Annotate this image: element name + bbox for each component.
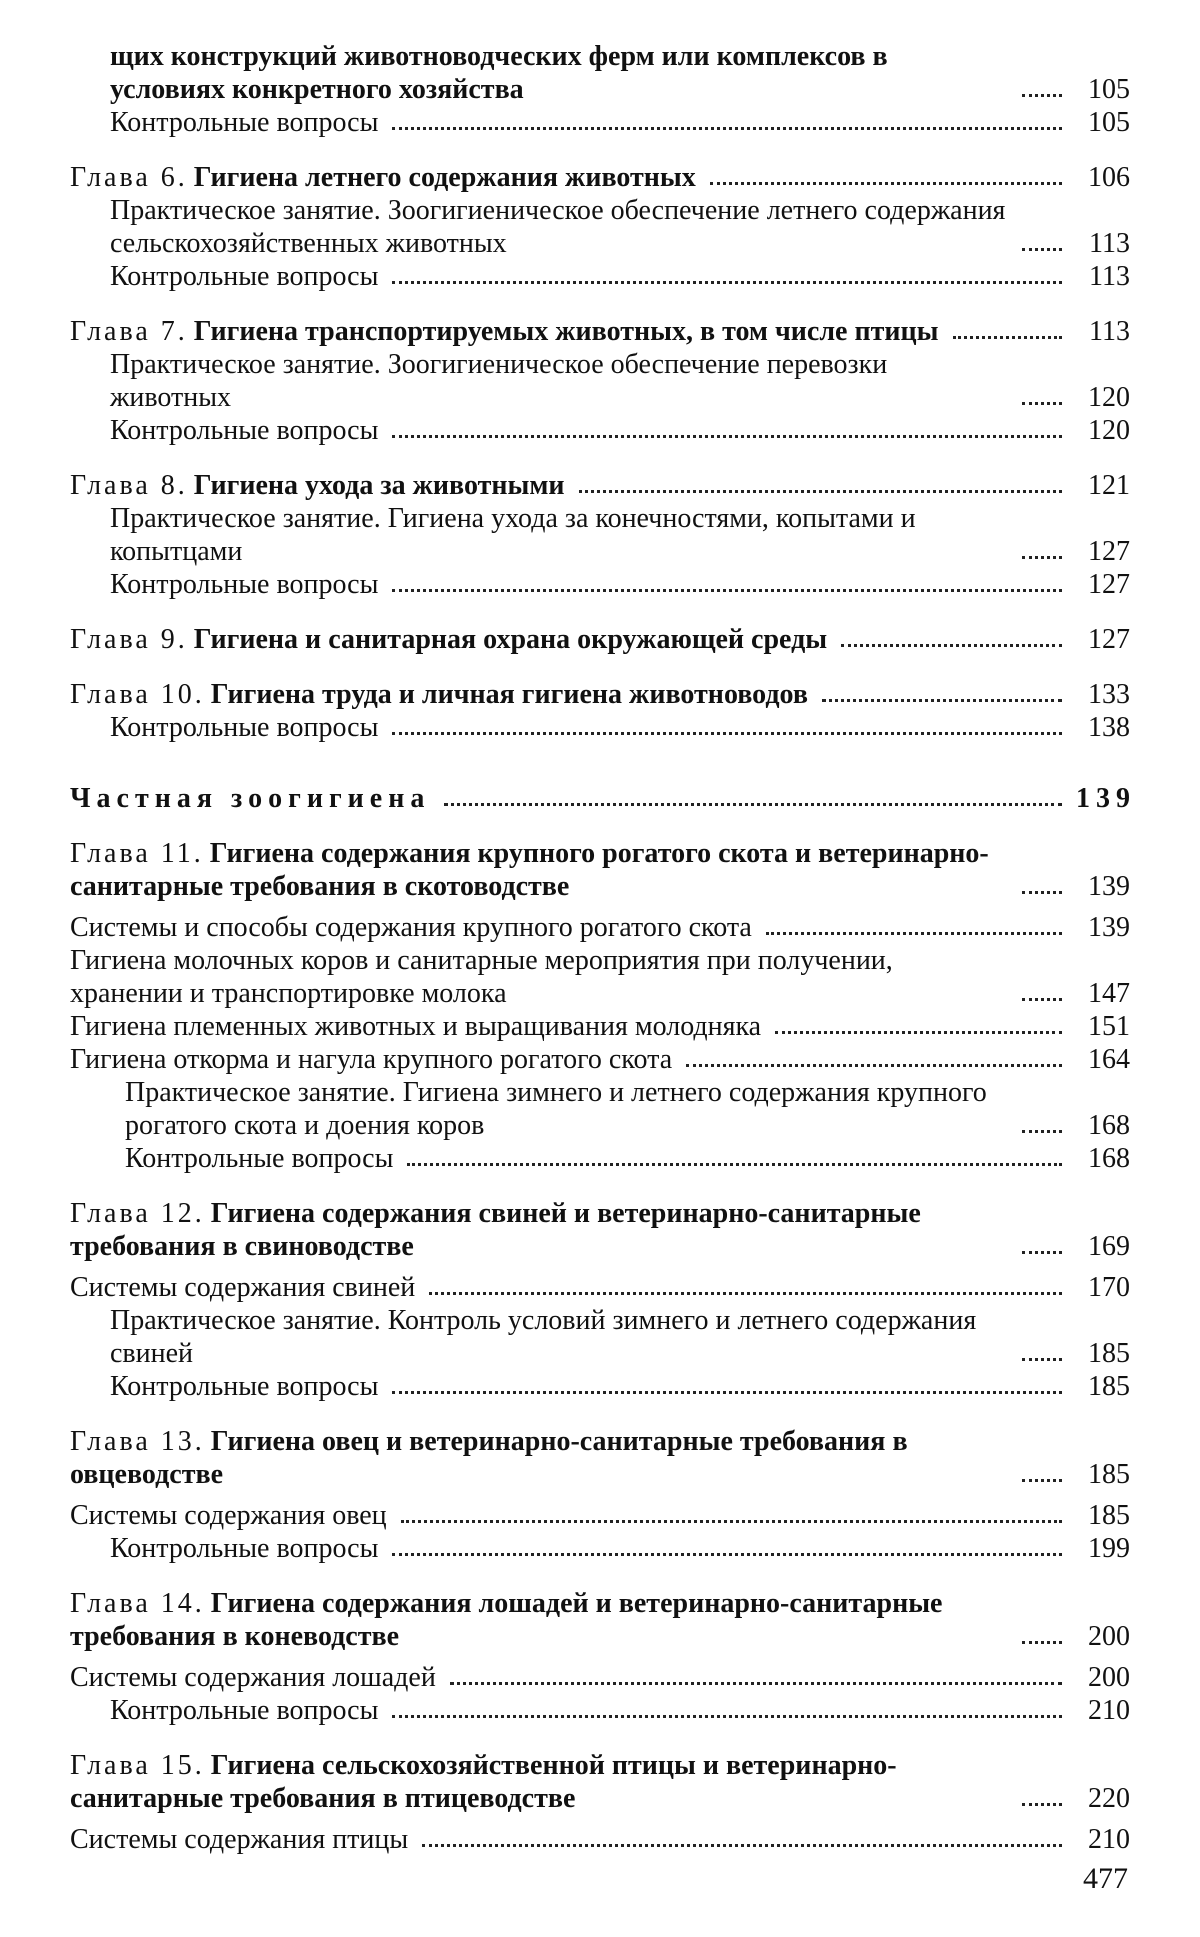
toc-page-number: 105 (1088, 107, 1130, 138)
toc-entry-title: Системы содержания свиней (70, 1272, 416, 1303)
dot-leader (407, 1163, 1062, 1166)
dot-leader (450, 1682, 1062, 1685)
toc-chapter (70, 1197, 1130, 1263)
toc-page-number: 133 (1088, 679, 1130, 710)
dot-leader (579, 490, 1062, 493)
dot-leader (392, 281, 1062, 284)
toc-page-number: 113 (1089, 228, 1130, 259)
toc-entry-title (70, 161, 696, 194)
toc-entry (70, 414, 1130, 447)
toc-page-number: 139 (1088, 871, 1130, 902)
dot-leader (392, 435, 1062, 438)
toc-page-number: 185 (1088, 1338, 1130, 1369)
toc-page-number: 210 (1088, 1824, 1130, 1855)
toc-chapter (70, 1425, 1130, 1491)
toc-entry-title: Системы содержания птицы (70, 1824, 409, 1855)
toc-page-number: 199 (1088, 1533, 1130, 1564)
toc-entry-title: Практическое занятие. Гигиена зимнего и летнего содержания крупного рогатого скота и доения коров (125, 1077, 987, 1141)
toc-entry (70, 1532, 1130, 1565)
toc-page-number: 120 (1088, 415, 1130, 446)
toc-chapter (70, 1587, 1130, 1653)
dot-leader (841, 644, 1062, 647)
toc-entry (70, 1661, 1130, 1694)
toc-page-number: 151 (1088, 1011, 1130, 1042)
toc-entry-title: Практическое занятие. Зоогигиеническое обеспечение летнего содержания сельскохозяйственных животных (110, 195, 1006, 259)
dot-leader (953, 336, 1063, 339)
dot-leader (1022, 891, 1062, 894)
toc-entry (70, 911, 1130, 944)
toc-page-number: 185 (1088, 1371, 1130, 1402)
toc-part-heading (70, 782, 1136, 815)
toc-chapter (70, 161, 1130, 194)
dot-leader (1022, 1251, 1062, 1254)
toc-entry-title (70, 1425, 1008, 1491)
toc-entry (70, 194, 1130, 260)
toc-entry (70, 1499, 1130, 1532)
dot-leader (1022, 248, 1062, 251)
toc-entry (70, 568, 1130, 601)
toc-entry-title: Контрольные вопросы (110, 569, 379, 600)
toc-entry-title (70, 469, 565, 502)
dot-leader (775, 1031, 1062, 1034)
toc-entry-title (70, 837, 1008, 903)
dot-leader (401, 1520, 1062, 1523)
chapter-label: Глава 14. (70, 1588, 205, 1619)
toc-entry (70, 40, 1130, 106)
toc-page-number: 139 (1088, 912, 1130, 943)
chapter-title: Гигиена труда и личная гигиена животноводов (210, 679, 808, 710)
toc-entry (70, 1823, 1130, 1856)
toc-chapter (70, 469, 1130, 502)
toc-page-number: 185 (1088, 1500, 1130, 1531)
toc-entry-title (70, 315, 939, 348)
toc-entry (70, 502, 1130, 568)
dot-leader (1022, 94, 1062, 97)
dot-leader (392, 127, 1062, 130)
toc-chapter (70, 623, 1130, 656)
dot-leader (422, 1844, 1062, 1847)
dot-leader (822, 699, 1062, 702)
dot-leader (429, 1292, 1062, 1295)
toc-chapter (70, 837, 1130, 903)
toc-page-number: 170 (1088, 1272, 1130, 1303)
toc-entry-title: Контрольные вопросы (110, 415, 379, 446)
toc-entry (70, 1010, 1130, 1043)
chapter-title: Гигиена летнего содержания животных (193, 162, 696, 193)
toc-entry-title: Контрольные вопросы (125, 1143, 394, 1174)
toc-entry (70, 260, 1130, 293)
table-of-contents (70, 40, 1136, 1856)
dot-leader (710, 182, 1062, 185)
chapter-label: Глава 9. (70, 624, 188, 655)
toc-entry (70, 1304, 1130, 1370)
dot-leader (1022, 1358, 1062, 1361)
toc-entry-title: Контрольные вопросы (110, 261, 379, 292)
toc-entry-title (70, 1197, 1008, 1263)
toc-page-number: 185 (1088, 1459, 1130, 1490)
toc-entry-title: Системы содержания лошадей (70, 1662, 436, 1693)
toc-entry-title: Практическое занятие. Гигиена ухода за конечностями, копытами и копытцами (110, 503, 916, 567)
toc-entry-title (70, 1587, 1008, 1653)
chapter-label: Глава 13. (70, 1426, 205, 1457)
chapter-label: Глава 7. (70, 316, 188, 347)
dot-leader (1022, 1479, 1062, 1482)
chapter-title: Гигиена ухода за животными (193, 470, 565, 501)
toc-entry (70, 1142, 1130, 1175)
dot-leader (392, 589, 1062, 592)
dot-leader (392, 732, 1062, 735)
toc-page-number: 138 (1088, 712, 1130, 743)
dot-leader (392, 1553, 1062, 1556)
toc-entry-title: щих конструкций животноводческих ферм или комплексов в условиях конкретного хозяйства (110, 41, 888, 105)
toc-entry-title: Практическое занятие. Контроль условий зимнего и летнего содержания свиней (110, 1305, 977, 1369)
toc-page-number: 139 (1076, 783, 1136, 814)
toc-entry-title: Гигиена откорма и нагула крупного рогатого скота (70, 1044, 673, 1075)
toc-entry (70, 1043, 1130, 1076)
chapter-title: Гигиена транспортируемых животных, в том числе птицы (193, 316, 939, 347)
toc-entry-title: Гигиена племенных животных и выращивания молодняка (70, 1011, 762, 1042)
toc-page-number: 169 (1088, 1231, 1130, 1262)
toc-entry (70, 1271, 1130, 1304)
chapter-label: Глава 10. (70, 679, 205, 710)
toc-page-number: 147 (1088, 978, 1130, 1009)
toc-page-number: 164 (1088, 1044, 1130, 1075)
chapter-title: Гигиена содержания крупного рогатого скота и ветеринарно-санитарные требования в скотоводстве (70, 838, 989, 902)
toc-page-number: 210 (1088, 1695, 1130, 1726)
dot-leader (1022, 1641, 1062, 1644)
toc-chapter (70, 315, 1130, 348)
toc-entry (70, 1694, 1130, 1727)
toc-chapter (70, 678, 1130, 711)
toc-page-number: 105 (1088, 74, 1130, 105)
dot-leader (392, 1391, 1062, 1394)
dot-leader (766, 932, 1062, 935)
toc-entry-title: Системы и способы содержания крупного рогатого скота (70, 912, 752, 943)
toc-entry-title: Контрольные вопросы (110, 712, 379, 743)
toc-entry-title (70, 1749, 1008, 1815)
toc-page-number: 168 (1088, 1110, 1130, 1141)
toc-entry-title: Практическое занятие. Зоогигиеническое обеспечение перевозки животных (110, 349, 888, 413)
page-number: 477 (1083, 1862, 1128, 1895)
toc-page-number: 200 (1088, 1621, 1130, 1652)
dot-leader (1022, 998, 1062, 1001)
chapter-title: Гигиена сельскохозяйственной птицы и ветеринарно-санитарные требования в птицеводстве (70, 1750, 897, 1814)
dot-leader (1022, 402, 1062, 405)
toc-page-number: 120 (1088, 382, 1130, 413)
dot-leader (1022, 1803, 1062, 1806)
toc-entry-title: Контрольные вопросы (110, 1695, 379, 1726)
chapter-title: Гигиена овец и ветеринарно-санитарные требования в овцеводстве (70, 1426, 908, 1490)
toc-entry-title: Контрольные вопросы (110, 1533, 379, 1564)
chapter-title: Гигиена содержания свиней и ветеринарно-санитарные требования в свиноводстве (70, 1198, 921, 1262)
toc-page-number: 106 (1088, 162, 1130, 193)
toc-entry-title (70, 623, 827, 656)
toc-chapter (70, 1749, 1130, 1815)
toc-entry (70, 348, 1130, 414)
toc-page-number: 121 (1088, 470, 1130, 501)
toc-page-number: 220 (1088, 1783, 1130, 1814)
toc-entry-title: Контрольные вопросы (110, 107, 379, 138)
chapter-label: Глава 8. (70, 470, 188, 501)
dot-leader (444, 803, 1062, 806)
dot-leader (392, 1715, 1062, 1718)
toc-page-number: 127 (1088, 569, 1130, 600)
toc-entry (70, 711, 1130, 744)
chapter-label: Глава 6. (70, 162, 188, 193)
chapter-label: Глава 11. (70, 838, 204, 869)
toc-page-number: 168 (1088, 1143, 1130, 1174)
dot-leader (1022, 1130, 1062, 1133)
toc-entry-title: Контрольные вопросы (110, 1371, 379, 1402)
toc-page-number: 113 (1089, 261, 1130, 292)
toc-entry-title: Системы содержания овец (70, 1500, 387, 1531)
toc-page-number: 200 (1088, 1662, 1130, 1693)
toc-entry (70, 1370, 1130, 1403)
toc-entry-title: Гигиена молочных коров и санитарные мероприятия при получении, хранении и транспортировке молока (70, 945, 893, 1009)
toc-page-number: 113 (1089, 316, 1130, 347)
toc-page-number: 127 (1088, 624, 1130, 655)
toc-entry (70, 1076, 1130, 1142)
dot-leader (1022, 556, 1062, 559)
toc-entry (70, 944, 1130, 1010)
dot-leader (686, 1064, 1062, 1067)
chapter-title: Гигиена и санитарная охрана окружающей среды (193, 624, 828, 655)
toc-entry-title (70, 678, 808, 711)
toc-page-number: 127 (1088, 536, 1130, 567)
toc-entry-title: Частная зоогигиена (70, 783, 431, 814)
chapter-label: Глава 15. (70, 1750, 205, 1781)
toc-entry (70, 106, 1130, 139)
chapter-title: Гигиена содержания лошадей и ветеринарно-санитарные требования в коневодстве (70, 1588, 943, 1652)
chapter-label: Глава 12. (70, 1198, 205, 1229)
